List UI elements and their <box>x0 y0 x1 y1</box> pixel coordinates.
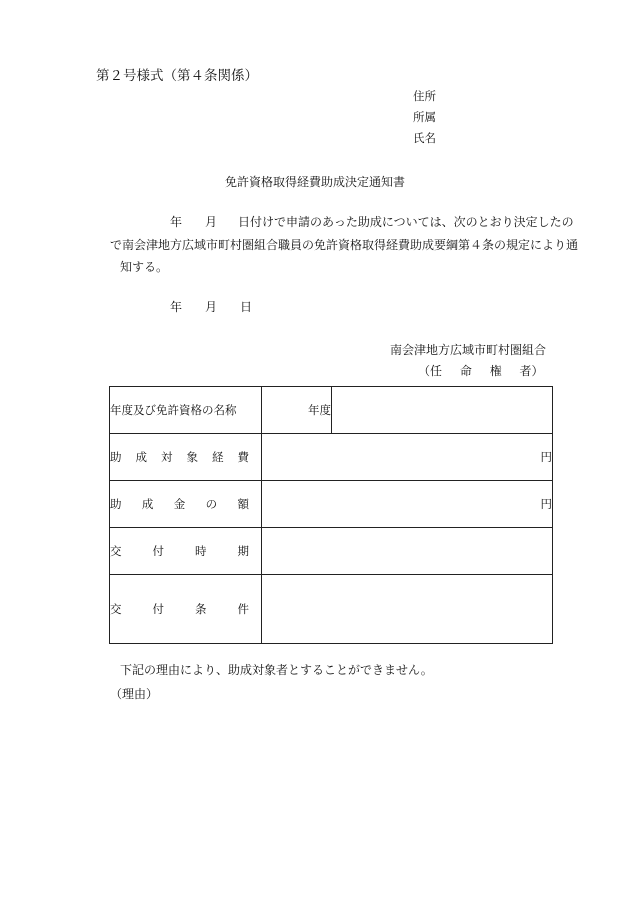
body-line-1: 日付けで申請のあった助成については、次のとおり決定したの <box>238 215 574 229</box>
row-label-payment-conditions: 交 付 条 件 <box>110 575 262 644</box>
rejection-note: 下記の理由により、助成対象者とすることができません。 <box>120 663 433 677</box>
row-label-subsidy-amount: 助 成 金 の 額 <box>110 481 262 528</box>
qualification-name-cell[interactable] <box>332 387 553 434</box>
affiliation-label: 所属 <box>413 110 436 124</box>
organization-name: 南会津地方広域市町村圏組合 <box>390 343 547 357</box>
eligible-expenses-cell[interactable]: 円 <box>262 434 553 481</box>
appointer-label <box>418 362 544 379</box>
form-number: 第２号様式（第４条関係） <box>96 68 258 84</box>
subsidy-amount-cell[interactable]: 円 <box>262 481 553 528</box>
reason-label: （理由） <box>110 687 159 701</box>
payment-period-cell[interactable] <box>262 528 553 575</box>
appointer-char: （任 <box>418 364 443 378</box>
body-year: 年 <box>170 215 183 229</box>
date-day: 日 <box>240 300 253 314</box>
appointer-char: 命 <box>459 364 472 378</box>
payment-conditions-cell[interactable] <box>262 575 553 644</box>
table-row <box>110 575 553 644</box>
name-label: 氏名 <box>413 131 436 145</box>
body-line-2: で南会津地方広域市町村圏組合職員の免許資格取得経費助成要綱第４条の規定により通 <box>110 238 579 252</box>
appointer-char: 権 <box>489 364 502 378</box>
row-label-eligible-expenses: 助 成 対 象 経 費 <box>110 434 262 481</box>
body-month: 月 <box>205 215 218 229</box>
body-line-3: 知する。 <box>120 260 169 274</box>
table-row <box>110 528 553 575</box>
document-title: 免許資格取得経費助成決定通知書 <box>224 175 405 189</box>
row-label-payment-period: 交 付 時 期 <box>110 528 262 575</box>
appointer-char: 者） <box>519 364 544 378</box>
table-row <box>110 481 553 528</box>
row-label-year-qualification: 年度及び免許資格の名称 <box>110 387 262 434</box>
address-label: 住所 <box>413 89 436 103</box>
table-row <box>110 434 553 481</box>
table-row <box>110 387 553 434</box>
subsidy-table <box>109 386 553 644</box>
date-year: 年 <box>170 300 183 314</box>
fiscal-year-label: 年度 <box>262 387 332 434</box>
date-month: 月 <box>205 300 218 314</box>
